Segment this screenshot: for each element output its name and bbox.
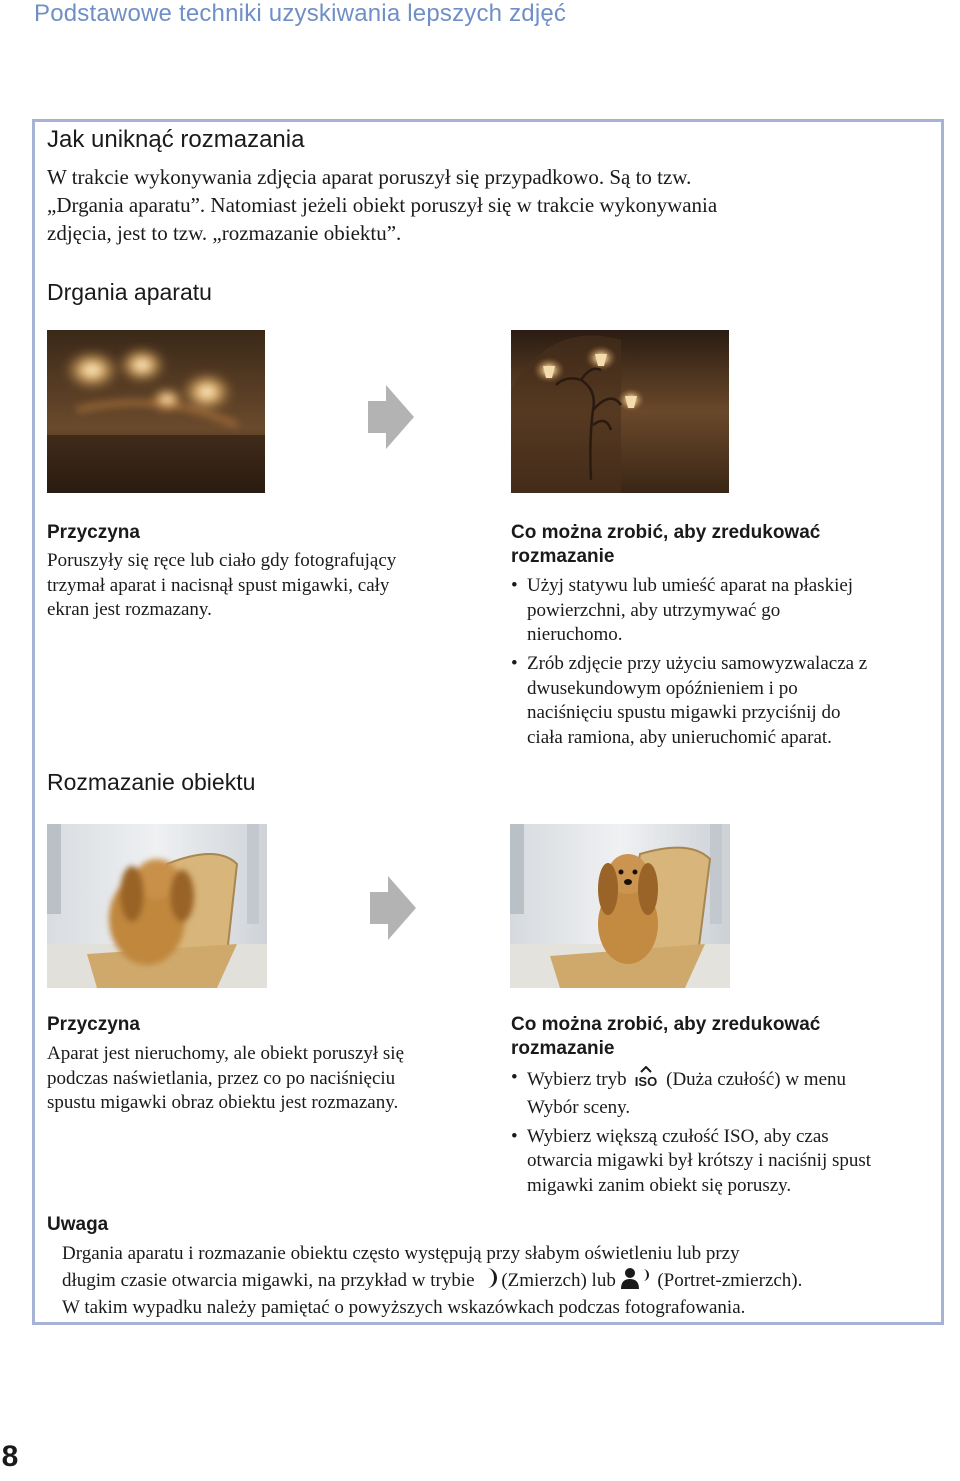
twilight-moon-icon [479,1267,501,1297]
fix-line: migawki zanim obiekt się poruszy. [527,1174,792,1196]
arrow-right-icon [368,385,414,454]
bullet: • [511,575,518,596]
list-item [511,1125,941,1199]
fix-line: powierzchni, aby utrzymywać go [527,599,781,621]
cause-heading: Przyczyna [47,1014,140,1035]
cause-line: podczas naświetlania, przez co po naciśnięciu [47,1067,396,1089]
fix-line: nieruchomo. [527,624,623,645]
list-item [511,652,941,750]
subject-blur-title: Rozmazanie obiektu [47,769,256,795]
fix-line: Wybierz większą czułość ISO, aby czas [527,1125,829,1147]
arrow-right-icon [370,876,416,945]
section-intro [47,163,937,247]
fix-heading [511,521,820,569]
list-item [511,574,941,648]
cause-line: ekran jest rozmazany. [47,599,212,620]
fix-list [511,574,941,755]
fix-heading-line: rozmazanie [511,1038,615,1059]
fix-line: Zrób zdjęcie przy użyciu samowyzwalacza z [527,653,868,674]
page-number: 8 [1,1440,19,1473]
section-title: Jak uniknąć rozmazania [47,126,305,153]
fix-line: dwusekundowym opóźnieniem i po [527,677,798,699]
fix-heading-line: rozmazanie [511,546,615,567]
page-header-title: Podstawowe techniki uzyskiwania lepszych zdjęć [34,0,567,27]
bullet: • [511,653,518,674]
fix-line: Użyj statywu lub umieść aparat na płaskiej [527,575,854,596]
fix-heading [511,1013,820,1061]
note-line: W takim wypadku należy pamiętać o powyższych wskazówkach podczas fotografowania. [62,1297,746,1318]
blurred-dog-photo [47,824,267,988]
fix-heading-line: Co można zrobić, aby zredukować [511,522,821,543]
fix-line: Wybór sceny. [527,1096,631,1118]
sharp-lamp-photo [511,330,729,493]
note-line [62,1267,942,1297]
fix-line [527,1066,941,1096]
fix-heading-line: Co można zrobić, aby zredukować [511,1014,821,1035]
intro-line: zdjęcia, jest to tzw. „rozmazanie obiektu”. [47,221,402,245]
note-text-part: (Portret-zmierzch). [657,1269,803,1291]
fix-text: Wybierz tryb [527,1069,627,1090]
list-item [511,1066,941,1120]
fix-text: (Duża czułość) w menu [666,1069,847,1090]
cause-line: Aparat jest nieruchomy, ale obiekt poruszył się [47,1043,405,1064]
cause-text [47,549,487,623]
note-text [62,1242,942,1321]
iso-icon-label: ISO [635,1074,658,1088]
fix-line: ciała ramiona, aby unieruchomić aparat. [527,726,832,748]
fix-line: naciśnięciu spustu migawki przyciśnij do [527,702,841,723]
bullet: • [511,1067,518,1088]
cause-line: trzymał aparat i nacisnął spust migawki, cały [47,574,390,596]
twilight-portrait-icon [621,1267,653,1297]
note-text-part: długim czasie otwarcia migawki, na przykład w trybie [62,1269,475,1291]
bullet: • [511,1125,518,1147]
blurred-lamp-photo [47,330,265,493]
cause-heading: Przyczyna [47,522,140,543]
fix-line: otwarcia migawki był krótszy i naciśnij spust [527,1150,872,1171]
intro-line: „Drgania aparatu”. Natomiast jeżeli obiekt poruszył się w trakcie wykonywania [47,193,718,217]
cause-line: spustu migawki obraz obiektu jest rozmazany. [47,1092,399,1113]
fix-list [511,1066,941,1203]
intro-line: W trakcie wykonywania zdjęcia aparat poruszył się przypadkowo. Są to tzw. [47,165,692,189]
cause-text [47,1042,487,1116]
note-heading: Uwaga [47,1214,109,1235]
camera-shake-title: Drgania aparatu [47,279,212,305]
high-sensitivity-iso-icon [631,1066,661,1096]
note-text-part: (Zmierzch) lub [501,1269,616,1291]
note-line: Drgania aparatu i rozmazanie obiektu często występują przy słabym oświetleniu lub przy [62,1243,740,1264]
cause-line: Poruszyły się ręce lub ciało gdy fotografujący [47,550,397,571]
sharp-dog-photo [510,824,730,988]
